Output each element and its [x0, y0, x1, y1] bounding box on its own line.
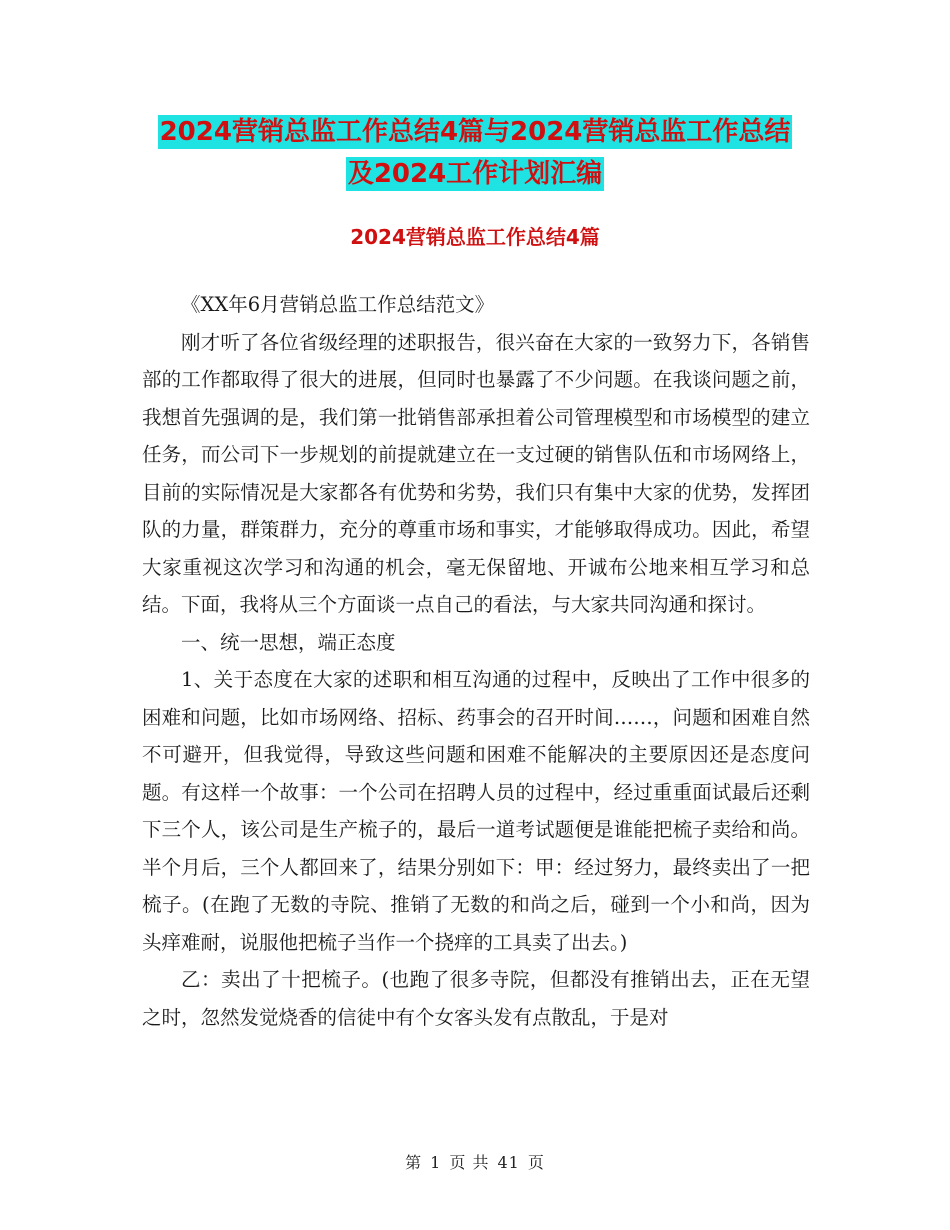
footer-middle: 页 共: [449, 1153, 490, 1172]
title-highlight: 2024营销总监工作总结4篇与2024营销总监工作总结: [159, 117, 791, 147]
body-text: [142, 286, 810, 1036]
footer-prefix: 第: [405, 1153, 423, 1172]
paragraph: 乙：卖出了十把梳子。(也跑了很多寺院，但都没有推销出去，正在无望之时，忽然发觉烧香的信徒中有个女客头发有点散乱，于是对: [142, 968, 810, 1029]
footer-suffix: 页: [527, 1153, 545, 1172]
footer-page-number: 1: [430, 1153, 442, 1172]
paragraph: 刚才听了各位省级经理的述职报告，很兴奋在大家的一致努力下，各销售部的工作都取得了很大的进展，但同时也暴露了不少问题。在我谈问题之前，我想首先强调的是，我们第一批销售部承担着公司管理模型和市场模型的建立任务，而公司下一步规划的前提就建立在一支过硬的销售队伍和市场网络上，目前的实际情况是大家都各有优势和劣势，我们只有集中大家的优势，发挥团队的力量，群策群力，充分的尊重市场和事实，才能够取得成功。因此，希望大家重视这次学习和沟通的机会，毫无保留地、开诚布公地来相互学习和总结。下面，我将从三个方面谈一点自己的看法，与大家共同沟通和探讨。: [142, 330, 810, 616]
paragraph: 一、统一思想，端正态度: [181, 630, 396, 654]
page-footer: [0, 1150, 950, 1173]
footer-total-pages: 41: [497, 1153, 520, 1172]
section-heading: 2024营销总监工作总结4篇: [350, 225, 600, 249]
document-title-line-2: [0, 148, 950, 200]
paragraph: 《XX年6月营销总监工作总结范文》: [181, 293, 495, 316]
title-highlight: 及2024工作计划汇编: [347, 159, 603, 189]
paragraph: 1、关于态度在大家的述职和相互沟通的过程中，反映出了工作中很多的困难和问题，比如市场网络、招标、药事会的召开时间……，问题和困难自然不可避开，但我觉得，导致这些问题和困难不能解决的主要原因还是态度问题。有这样一个故事：一个公司在招聘人员的过程中，经过重重面试最后还剩下三个人，该公司是生产梳子的，最后一道考试题便是谁能把梳子卖给和尚。半个月后，三个人都回来了，结果分别如下：甲：经过努力，最终卖出了一把梳子。(在跑了无数的寺院、推销了无数的和尚之后，碰到一个小和尚，因为头痒难耐，说服他把梳子当作一个挠痒的工具卖了出去。): [142, 668, 810, 954]
